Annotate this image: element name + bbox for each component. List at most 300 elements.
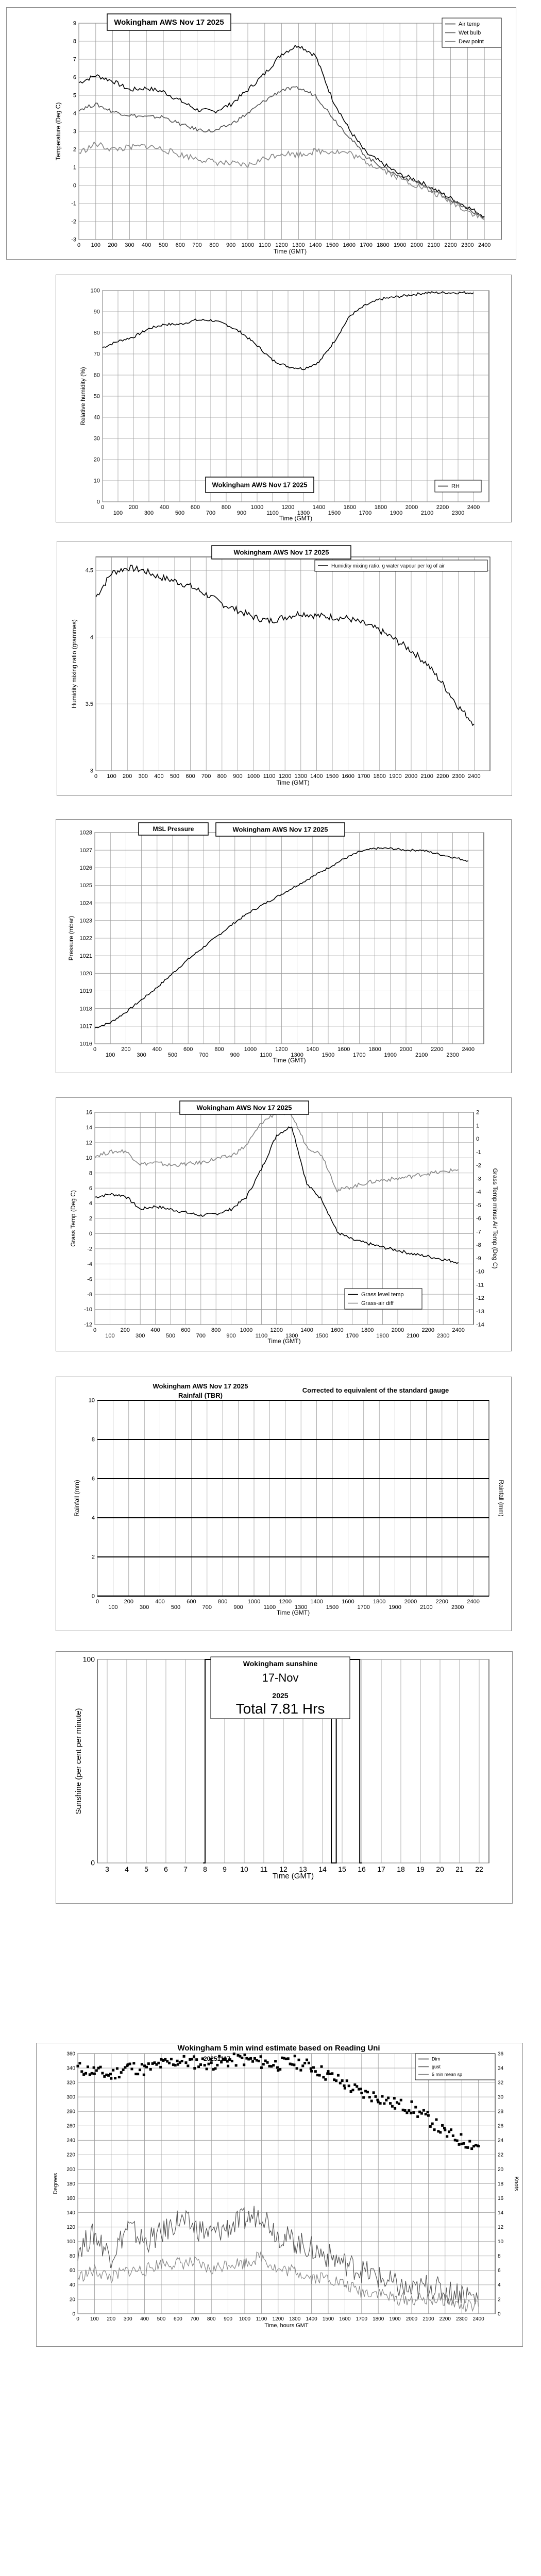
x-tick-label: 600 [174, 2316, 182, 2322]
x-tick-label: 2100 [420, 773, 433, 779]
x-tick-label: 1100 [260, 1052, 273, 1058]
x-tick-label: 3 [105, 1865, 109, 1873]
x-tick-label: 1800 [377, 242, 390, 248]
direction-point [420, 2112, 423, 2115]
y-tick-label: 5 [73, 92, 76, 99]
x-tick-label: 2000 [405, 2316, 418, 2322]
direction-point [233, 2053, 235, 2055]
x-tick-label: 2400 [472, 2316, 484, 2322]
y-tick-label: 1027 [79, 847, 92, 854]
x-tick-label: 400 [155, 1599, 165, 1605]
direction-point [410, 2112, 412, 2114]
direction-point [195, 2058, 198, 2061]
y-tick-label: 1026 [79, 865, 92, 871]
y2-tick-label: -7 [476, 1229, 481, 1235]
direction-point [129, 2062, 131, 2065]
y-tick-label: 300 [66, 2094, 75, 2100]
y-tick-label: 100 [66, 2239, 75, 2245]
direction-point [241, 2057, 243, 2059]
direction-point [303, 2062, 306, 2064]
x-tick-label: 1600 [343, 242, 356, 248]
chart-title: Wokingham 5 min wind estimate based on Reading Uni [177, 2044, 380, 2053]
pressure-chart [56, 820, 512, 1074]
direction-point [381, 2095, 383, 2098]
direction-point [416, 2115, 419, 2118]
x-tick-label: 1000 [241, 242, 255, 248]
direction-point [394, 2107, 396, 2110]
x-tick-label: 1000 [244, 1046, 257, 1053]
x-tick-label: 200 [123, 773, 132, 779]
direction-point [344, 2087, 346, 2090]
direction-point [306, 2059, 308, 2061]
y2-tick-label: 2 [476, 1109, 480, 1116]
legend-entry: Wet bulb [459, 30, 481, 37]
x-tick-label: 1700 [359, 510, 372, 516]
x-tick-label: 1700 [357, 773, 370, 779]
x-tick-label: 1200 [275, 1046, 288, 1053]
legend-entry: gust [432, 2064, 441, 2070]
x-tick-label: 1900 [388, 1604, 401, 1611]
y2-tick-label: 26 [498, 2123, 504, 2129]
legend-entry: Grass-air diff [361, 1300, 394, 1307]
x-tick-label: 2100 [422, 2316, 434, 2322]
direction-point [439, 2131, 442, 2133]
direction-point [346, 2079, 348, 2082]
direction-point [414, 2106, 417, 2109]
direction-point [93, 2073, 96, 2075]
x-tick-label: 800 [209, 242, 219, 248]
direction-point [441, 2124, 444, 2127]
direction-point [149, 2068, 152, 2071]
x-axis-label: Time (GMT) [276, 1609, 310, 1616]
direction-point [366, 2091, 369, 2093]
y-axis-label: Relative humidity (%) [79, 367, 87, 426]
x-tick-label: 1300 [285, 1333, 298, 1339]
direction-point [422, 2109, 425, 2112]
x-tick-label: 1100 [258, 242, 271, 248]
y-tick-label: -2 [71, 218, 76, 225]
x-tick-label: 2200 [431, 1046, 444, 1053]
direction-point [294, 2055, 296, 2057]
y-tick-label: 20 [69, 2297, 75, 2303]
y-tick-label: 4 [91, 1515, 95, 1521]
y2-tick-label: 4 [498, 2282, 501, 2289]
x-tick-label: 2300 [456, 2316, 468, 2322]
direction-point [157, 2062, 160, 2064]
y-tick-label: 1018 [79, 1006, 92, 1012]
x-tick-label: 1800 [368, 1046, 381, 1053]
x-tick-label: 2100 [415, 1052, 428, 1058]
y-tick-label: 6 [89, 1185, 92, 1192]
y2-tick-label: 2 [498, 2297, 501, 2303]
y-tick-label: 340 [66, 2065, 75, 2072]
grass-temp-chart [56, 1098, 512, 1352]
y-axis-label: Pressure (mbar) [67, 916, 75, 961]
x-tick-label: 1400 [306, 2316, 317, 2322]
direction-point [145, 2066, 148, 2069]
y-tick-label: 280 [66, 2109, 75, 2115]
direction-point [412, 2111, 415, 2114]
x-tick-label: 800 [217, 773, 227, 779]
y2-tick-label: 1 [476, 1123, 480, 1129]
x-tick-label: 1900 [389, 2316, 401, 2322]
x-tick-label: 100 [91, 242, 100, 248]
x-axis-label: Time (GMT) [267, 1337, 301, 1345]
x-tick-label: 200 [128, 504, 139, 511]
x-tick-label: 1400 [310, 1599, 323, 1605]
y-tick-label: 160 [66, 2195, 75, 2201]
x-tick-label: 1400 [312, 504, 326, 511]
y-tick-label: 1023 [79, 918, 92, 924]
y-tick-label: 200 [66, 2166, 75, 2173]
x-tick-label: 0 [94, 773, 98, 779]
x-tick-label: 1100 [263, 1604, 276, 1611]
y-tick-label: 1016 [79, 1041, 92, 1047]
direction-point [327, 2070, 330, 2073]
direction-point [383, 2102, 385, 2105]
x-tick-label: 500 [171, 1604, 181, 1611]
x-tick-label: 600 [181, 1327, 191, 1333]
direction-point [272, 2064, 275, 2066]
y2-tick-label: 36 [498, 2051, 504, 2057]
y2-tick-label: 6 [498, 2268, 501, 2274]
y-tick-label: -4 [87, 1261, 92, 1267]
direction-point [279, 2068, 281, 2071]
y-tick-label: 1021 [79, 953, 92, 959]
x-tick-label: 0 [76, 2316, 79, 2322]
x-tick-label: 700 [192, 242, 202, 248]
x-tick-label: 1600 [343, 504, 357, 511]
x-tick-label: 12 [279, 1865, 288, 1873]
y-tick-label: 60 [93, 372, 100, 379]
x-tick-label: 2200 [435, 1599, 449, 1605]
direction-point [183, 2055, 185, 2058]
x-tick-label: 1400 [306, 1046, 319, 1053]
temperature-chart-panel [6, 7, 516, 260]
x-tick-label: 0 [95, 1599, 99, 1605]
x-tick-label: 700 [201, 773, 211, 779]
mixing-ratio-chart [57, 541, 513, 796]
direction-point [400, 2099, 402, 2102]
rainfall-chart [56, 1377, 512, 1632]
x-tick-label: 1000 [247, 773, 260, 779]
x-axis-label: Time (GMT) [273, 248, 307, 255]
x-tick-label: 0 [93, 1046, 97, 1053]
y-tick-label: 2 [91, 1554, 95, 1561]
x-tick-label: 2100 [420, 510, 434, 516]
direction-point [143, 2074, 145, 2076]
x-tick-label: 1700 [357, 1604, 370, 1611]
direction-point [99, 2066, 102, 2069]
x-tick-label: 900 [226, 242, 236, 248]
x-tick-label: 10 [240, 1865, 248, 1873]
y-tick-label: 4 [90, 634, 93, 641]
direction-point [477, 2145, 480, 2147]
chart-title: Wokingham AWS Nov 17 2025 [196, 1104, 292, 1112]
direction-point [266, 2061, 269, 2064]
sunshine-chart [56, 1652, 513, 1904]
x-tick-label: 1600 [342, 1599, 354, 1605]
direction-point [130, 2067, 133, 2070]
direction-point [260, 2055, 262, 2058]
x-tick-label: 700 [196, 1333, 206, 1339]
direction-point [176, 2060, 179, 2062]
x-tick-label: 1600 [337, 1046, 350, 1053]
y-tick-label: 10 [88, 1397, 95, 1404]
y2-tick-label: 22 [498, 2152, 504, 2158]
y2-axis-label: Rainfall (mm) [498, 1480, 505, 1517]
direction-point [206, 2067, 208, 2070]
direction-point [463, 2142, 465, 2145]
x-axis-label: Time (GMT) [276, 779, 310, 786]
y-axis-label: Humidity mixing ratio (grammes) [71, 619, 78, 708]
y-tick-label: 0 [89, 1231, 92, 1238]
x-tick-label: 1700 [360, 242, 373, 248]
direction-point [287, 2057, 290, 2060]
y-tick-label: 1025 [79, 883, 92, 889]
y-tick-label: 360 [66, 2051, 75, 2057]
x-tick-label: 1400 [309, 242, 322, 248]
y-tick-label: 1022 [79, 935, 92, 942]
direction-point [214, 2067, 216, 2070]
direction-point [458, 2143, 461, 2146]
direction-point [389, 2102, 392, 2105]
direction-point [109, 2073, 112, 2075]
x-tick-label: 1500 [328, 510, 341, 516]
direction-point [368, 2096, 371, 2098]
y2-tick-label: -6 [476, 1215, 481, 1222]
direction-point [77, 2065, 79, 2067]
x-tick-label: 1000 [247, 1599, 261, 1605]
direction-point [373, 2091, 375, 2094]
direction-point [446, 2135, 448, 2138]
x-tick-label: 600 [175, 242, 185, 248]
x-tick-label: 1200 [281, 504, 295, 511]
x-tick-label: 1800 [373, 1599, 386, 1605]
x-tick-label: 300 [137, 1052, 146, 1058]
legend-entry: Humidity mixing ratio, g water vapour per kg of air [331, 563, 445, 569]
x-tick-label: 800 [221, 504, 231, 511]
direction-point [456, 2140, 459, 2142]
direction-point [460, 2133, 462, 2136]
direction-point [470, 2147, 473, 2150]
x-tick-label: 2400 [452, 1327, 465, 1333]
direction-point [310, 2067, 312, 2070]
x-tick-label: 100 [90, 2316, 99, 2322]
wind-chart-panel [36, 2043, 523, 2347]
y-axis-label: Degrees [53, 2173, 59, 2195]
direction-point [429, 2125, 432, 2128]
y-axis-label: Grass Temp (Deg C) [70, 1190, 77, 1247]
x-tick-label: 2000 [410, 242, 424, 248]
x-tick-label: 2200 [436, 773, 449, 779]
x-tick-label: 1900 [389, 773, 402, 779]
y-tick-label: 180 [66, 2181, 75, 2187]
mixing-ratio-chart-panel [57, 541, 512, 796]
x-tick-label: 1400 [310, 773, 323, 779]
x-tick-label: 400 [152, 1046, 162, 1053]
x-tick-label: 700 [190, 2316, 199, 2322]
x-axis-label: Time (GMT) [272, 1872, 314, 1880]
y-tick-label: 16 [86, 1109, 92, 1116]
direction-point [227, 2065, 229, 2067]
x-tick-label: 900 [226, 1333, 236, 1339]
y2-tick-label: -5 [476, 1202, 481, 1209]
y2-tick-label: 24 [498, 2138, 504, 2144]
direction-point [244, 2054, 246, 2056]
direction-point [260, 2066, 263, 2069]
x-tick-label: 300 [125, 242, 134, 248]
x-tick-label: 900 [236, 510, 247, 516]
y-tick-label: 4 [73, 110, 76, 117]
x-tick-label: 1700 [356, 2316, 367, 2322]
y-tick-label: 8 [73, 38, 76, 45]
y2-tick-label: 10 [498, 2239, 504, 2245]
y-tick-label: 80 [93, 330, 100, 336]
x-tick-label: 600 [185, 773, 195, 779]
y-tick-label: 1019 [79, 988, 92, 995]
x-tick-label: 1800 [374, 504, 387, 511]
direction-point [120, 2071, 123, 2074]
x-tick-label: 200 [124, 1599, 133, 1605]
y-axis-label: Sunshine (per cent per minute) [74, 1708, 83, 1815]
y-tick-label: 80 [69, 2253, 75, 2260]
y2-tick-label: -14 [476, 1321, 484, 1328]
y-tick-label: 140 [66, 2210, 75, 2216]
x-tick-label: 2400 [478, 242, 491, 248]
rainfall-chart-panel [56, 1377, 512, 1631]
x-tick-label: 7 [183, 1865, 188, 1873]
y-tick-label: 70 [93, 351, 100, 358]
y2-tick-label: 8 [498, 2253, 501, 2260]
y2-tick-label: 12 [498, 2225, 504, 2230]
x-tick-label: 13 [299, 1865, 307, 1873]
x-tick-label: 700 [202, 1604, 212, 1611]
direction-point [379, 2102, 382, 2105]
y-tick-label: 4 [89, 1200, 92, 1207]
x-tick-label: 1100 [255, 1333, 268, 1339]
y-tick-label: -8 [87, 1291, 92, 1298]
x-tick-label: 1300 [292, 242, 305, 248]
x-tick-label: 2300 [446, 1052, 459, 1058]
x-tick-label: 2100 [407, 1333, 419, 1339]
direction-point [408, 2109, 410, 2112]
x-tick-label: 100 [105, 1333, 115, 1339]
x-tick-label: 1300 [297, 510, 310, 516]
chart-subtitle: 20251117 [203, 2055, 231, 2062]
direction-point [243, 2063, 245, 2066]
y-tick-label: -2 [87, 1246, 92, 1252]
y-tick-label: 4.5 [85, 567, 93, 574]
y-tick-label: 9 [73, 20, 76, 27]
y-tick-label: 14 [86, 1125, 92, 1131]
y2-tick-label: 0 [498, 2311, 501, 2317]
x-tick-label: 0 [100, 504, 105, 511]
x-tick-label: 600 [183, 1046, 193, 1053]
direction-point [187, 2064, 189, 2067]
chart-title: Wokingham AWS Nov 17 2025 [233, 548, 329, 556]
x-tick-label: 500 [175, 510, 185, 516]
x-tick-label: 1100 [256, 2316, 267, 2322]
temperature-chart [7, 8, 517, 260]
direction-point [351, 2089, 354, 2091]
x-tick-label: 300 [138, 773, 148, 779]
x-tick-label: 2300 [436, 1333, 450, 1339]
humidity-chart-panel [56, 275, 512, 522]
direction-point [360, 2088, 362, 2090]
y-tick-label: 3 [90, 768, 93, 774]
direction-point [348, 2084, 350, 2087]
x-tick-label: 16 [358, 1865, 366, 1873]
y-tick-label: 8 [91, 1436, 95, 1443]
y-tick-label: 3.5 [85, 701, 93, 707]
y-tick-label: -3 [71, 236, 76, 243]
direction-point [375, 2095, 377, 2098]
x-tick-label: 11 [260, 1865, 268, 1873]
x-tick-label: 1300 [294, 773, 308, 779]
x-tick-label: 2100 [420, 1604, 433, 1611]
chart-title: Wokingham AWS Nov 17 2025 [232, 825, 328, 834]
x-tick-label: 800 [211, 1327, 221, 1333]
x-tick-label: 2400 [467, 1599, 480, 1605]
y2-tick-label: -10 [476, 1268, 484, 1275]
direction-point [93, 2066, 95, 2069]
direction-point [310, 2070, 313, 2073]
direction-point [387, 2096, 390, 2099]
direction-point [337, 2074, 340, 2077]
x-tick-label: 400 [154, 773, 164, 779]
x-tick-label: 2100 [427, 242, 441, 248]
x-tick-label: 1200 [275, 242, 288, 248]
x-tick-label: 600 [187, 1599, 196, 1605]
x-tick-label: 2400 [468, 773, 481, 779]
y-tick-label: 1028 [79, 829, 92, 836]
direction-point [137, 2073, 139, 2075]
y2-tick-label: -8 [476, 1242, 481, 1249]
direction-point [116, 2067, 119, 2070]
direction-point [326, 2072, 329, 2075]
y-tick-label: 30 [93, 435, 100, 442]
direction-point [141, 2063, 143, 2065]
direction-point [78, 2062, 81, 2064]
direction-point [312, 2066, 315, 2069]
y2-tick-label: -12 [476, 1295, 484, 1302]
y-tick-label: 40 [69, 2282, 75, 2289]
year-label: 2025 [272, 1691, 289, 1700]
y-tick-label: 120 [66, 2225, 75, 2230]
x-tick-label: 400 [140, 2316, 149, 2322]
x-tick-label: 20 [436, 1865, 444, 1873]
direction-point [331, 2072, 333, 2075]
x-tick-label: 800 [214, 1046, 224, 1053]
x-tick-label: 500 [170, 773, 180, 779]
x-tick-label: 1500 [326, 773, 339, 779]
x-tick-label: 2300 [452, 773, 465, 779]
direction-point [274, 2060, 277, 2062]
direction-point [139, 2069, 141, 2071]
x-tick-label: 2000 [405, 504, 418, 511]
direction-point [360, 2092, 363, 2094]
x-tick-label: 6 [164, 1865, 168, 1873]
y-tick-label: 0 [91, 1858, 95, 1867]
x-tick-label: 400 [150, 1327, 160, 1333]
y-tick-label: 90 [93, 309, 100, 315]
x-tick-label: 1800 [373, 773, 386, 779]
x-tick-label: 15 [338, 1865, 346, 1873]
y2-tick-label: -3 [476, 1176, 481, 1182]
direction-point [322, 2076, 325, 2078]
y-tick-label: 1 [73, 164, 76, 171]
